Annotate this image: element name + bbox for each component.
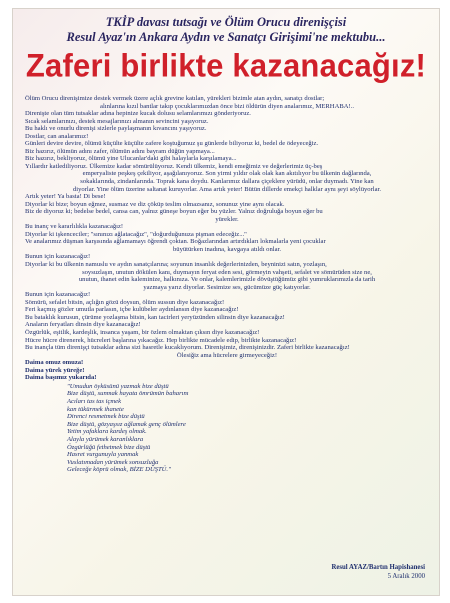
letter-line: Ölesiğiz ama hücrelere girmeyeceğiz!	[176, 351, 278, 359]
poem-line: Geleceğe köprü olmak, BİZE DÜŞTÜ."	[67, 466, 171, 474]
poem-line: Alayla yürümek karanlıklara	[67, 435, 144, 443]
poem-line: Özgürlüğü fethetmek bize düştü	[67, 443, 151, 451]
letter-line: Feri kaçmış gözler umutla parlasın, içbe kulübeler aydınlansın diye kazanacağız!	[25, 306, 239, 314]
poem-line: Bize düştü, sunmak hayata ömrümün baharını	[67, 390, 189, 398]
letter-line: Sömürü, sefalet bitsin, açlığın gözü doysun, ölüm sussun diye kazanacağız!	[25, 298, 225, 306]
letter-line: Bunun için kazanacağız!	[25, 291, 91, 299]
poem-line: Yetim yafaklara kardeş olmak.	[67, 428, 147, 436]
letter-line: Direnişte olan tüm tutsaklar adına hepinize kucak dolusu selamlarımızı gönderiyoruz.	[25, 110, 251, 118]
letter-line: Özgürlük, eşitlik, kardeşlik, insanca yaşam, bir özlem olmaktan çıksın diye kazanacağız!	[25, 328, 260, 336]
letter-line: alınlarına kızıl bantlar takıp çocuklarımızdan önce bizi öldürün diyen analarımız, MERHABA!..	[100, 102, 354, 110]
header-line-1: TKİP davası tutsağı ve Ölüm Orucu direnişçisi	[105, 15, 347, 29]
letter-line: Yıllardır katlediliyoruz. Ülkemize kadar sömürülüyoruz. Kendi ülkemiz, kendi emeğimiz ve değerlerimiz üç-beş	[25, 162, 323, 170]
letter-line: Biz hazırız, ölümün adını zafer, ölümün adını bayram düğün yapmaya...	[25, 147, 215, 155]
letter-line: yazmaya yarız diyorlar. Sesimize ses, gücümüze güç katıyorlar.	[143, 283, 311, 291]
headline: Zaferi birlikte kazanacağız!	[25, 47, 427, 84]
newspaper-page	[12, 8, 440, 596]
letter-line: Bu inançla tüm direnişçi tutsaklar adına sizi hasretle kucaklıyorum. Direnişimiz, direnişinizdir. Zaferi birlikte kazanacağız!	[25, 344, 350, 352]
letter-line: büyütürken inadına, kavgaya atıldı onlar.	[172, 245, 282, 253]
poem-line: Bize düştü, gözyaşsız ağlamak genç ölümlere	[67, 420, 186, 428]
letter-line: Biz de diyoruz ki; bedelse bedel, cansa can, yalnız güneşe boyun eğer bu yüzler. Yalnız doğruluğa boyun eğer bu	[25, 208, 323, 216]
letter-line: Anaların feryatları dinsin diye kazanacağız!	[25, 321, 141, 329]
letter-line: Ve analarımız düşman karşısında ağlamamayı öğrendi çoktan. Boğazlarından artırdıkları lokmalarla yeni çocuklar	[25, 238, 326, 246]
letter-line: Bu bataklık kurusun, çürüme yozlaşma bitsin, kan tacirleri yeryüzünden silinsin diye kazanacağız!	[25, 313, 285, 321]
signature-date: 5 Aralık 2000	[387, 573, 425, 580]
letter-line: soysuzlaşın, unutun dökülen kanı, duymayın feryat eden sesi, görmeyin vahşeti, sefalet ve sömürüden size ne,	[82, 268, 372, 276]
letter-line: Bu haklı ve onurlu direnişi sizlerle paylaşmanın kıvancını yaşıyoruz.	[25, 125, 207, 133]
header-line-2: Resul Ayaz'ın Ankara Aydın ve Sanatçı Girişimi'ne mektubu...	[66, 30, 386, 44]
letter-line: emperyaliste peşkeş çekiliyor, aşağılanıyoruz. Son yirmi yıldır olak olak kan akıtılıyor bu ülkenin dağlarında,	[82, 170, 372, 178]
poem-line: Hasret vurgunuyla yanmak	[67, 451, 139, 459]
letter-line: Ölüm Orucu direnişimize destek vermek üzere açlık grevine katılan, yürekleri bizimle atan aydın, sanatçı dostlar;	[25, 95, 325, 102]
signature	[331, 563, 425, 581]
letter-line: Daima yürek yüreğe!	[25, 366, 85, 374]
poem-line: Direnci resmetmek bize düştü	[67, 413, 145, 421]
signature-name: Resul AYAZ/Bartın Hapishanesi	[331, 564, 425, 571]
letter-line: Diyorlar ki işkenceciler; "sınınızı ağlatacağız", "doğurduğunuza pişman edeceğiz..."	[25, 230, 247, 238]
poem	[67, 383, 429, 474]
letter-line: Diyorlar ki bu ülkenin namuslu ve aydın sanatçılarına; soyunun insanlık değerlerinizden, beyninizi satın, yozlaşın,	[25, 261, 327, 269]
letter-line: Daima omuz omuza!	[25, 359, 84, 367]
letter-line: Daima başımız yukarıda!	[25, 374, 97, 382]
letter-line: Artık yeter! Ya basta! Di bese!	[25, 193, 106, 201]
letter-line: Biz hazırız, bekliyoruz, ölümü yine Ulucanlar'daki gibi halaylarla karşılamaya...	[25, 155, 237, 163]
letter-line: Diyorlar ki bize; boyun eğmez, susmaz ve diz çöküp teslim olmazsanız, sonunuz yine aynı olacak.	[25, 200, 285, 208]
letter-line: Hücre hücre direnerek, hücreleri başlarına yıkacağız. Hep birlikte mücadele edip, birlikte kazanacağız!	[25, 336, 297, 344]
poem-line: Acıları tas tas içmek	[67, 397, 122, 405]
letter-line: Sıcak selamlarınızı, destek mesajlarınızı almanın sevincini yaşıyoruz.	[25, 117, 209, 125]
poem-line: "Umudun öyküsünü yazmak bize düştü	[67, 382, 169, 390]
letter-line: yürekler.	[215, 215, 239, 223]
letter-line: Bunun için kazanacağız!	[25, 253, 91, 261]
poem-line: kan tükürmek ihanete	[67, 405, 124, 413]
letter-line: Dostlar, can analarımız!	[25, 132, 89, 140]
letter-line: Günleri devire devire, ölümü küçülte küçülte zafere koştuğumuz şu günlerde biliyoruz ki, bedel de ödeyeceğiz.	[25, 140, 319, 148]
letter-line: Bu inanç ve kararlılıkla kazanacağız!	[25, 223, 124, 231]
letter-line: unutun, ihanet edin kaleminize, halkınıza. Ve onlar, kalemlerimizle dövüştüğümüz gibi yumruklarımızla da tarih	[78, 276, 376, 284]
letter-line: diyorlar. Yine ölüm üzerine saltanat kuruyorlar. Ama artık yeter! Bütün dillerde emekçi halklar aynı şeyi söylüyorlar.	[72, 185, 382, 193]
letter-body	[25, 95, 429, 474]
poem-line: Vuslatımadan yürümek sonsuzluğa	[67, 458, 159, 466]
letter-line: sokaklarında, zindanlarında. Toprak kana doydu. Kanlarımız dallara çiçeklere yürüdü, onlar duymadı. Yine kan	[80, 178, 374, 186]
